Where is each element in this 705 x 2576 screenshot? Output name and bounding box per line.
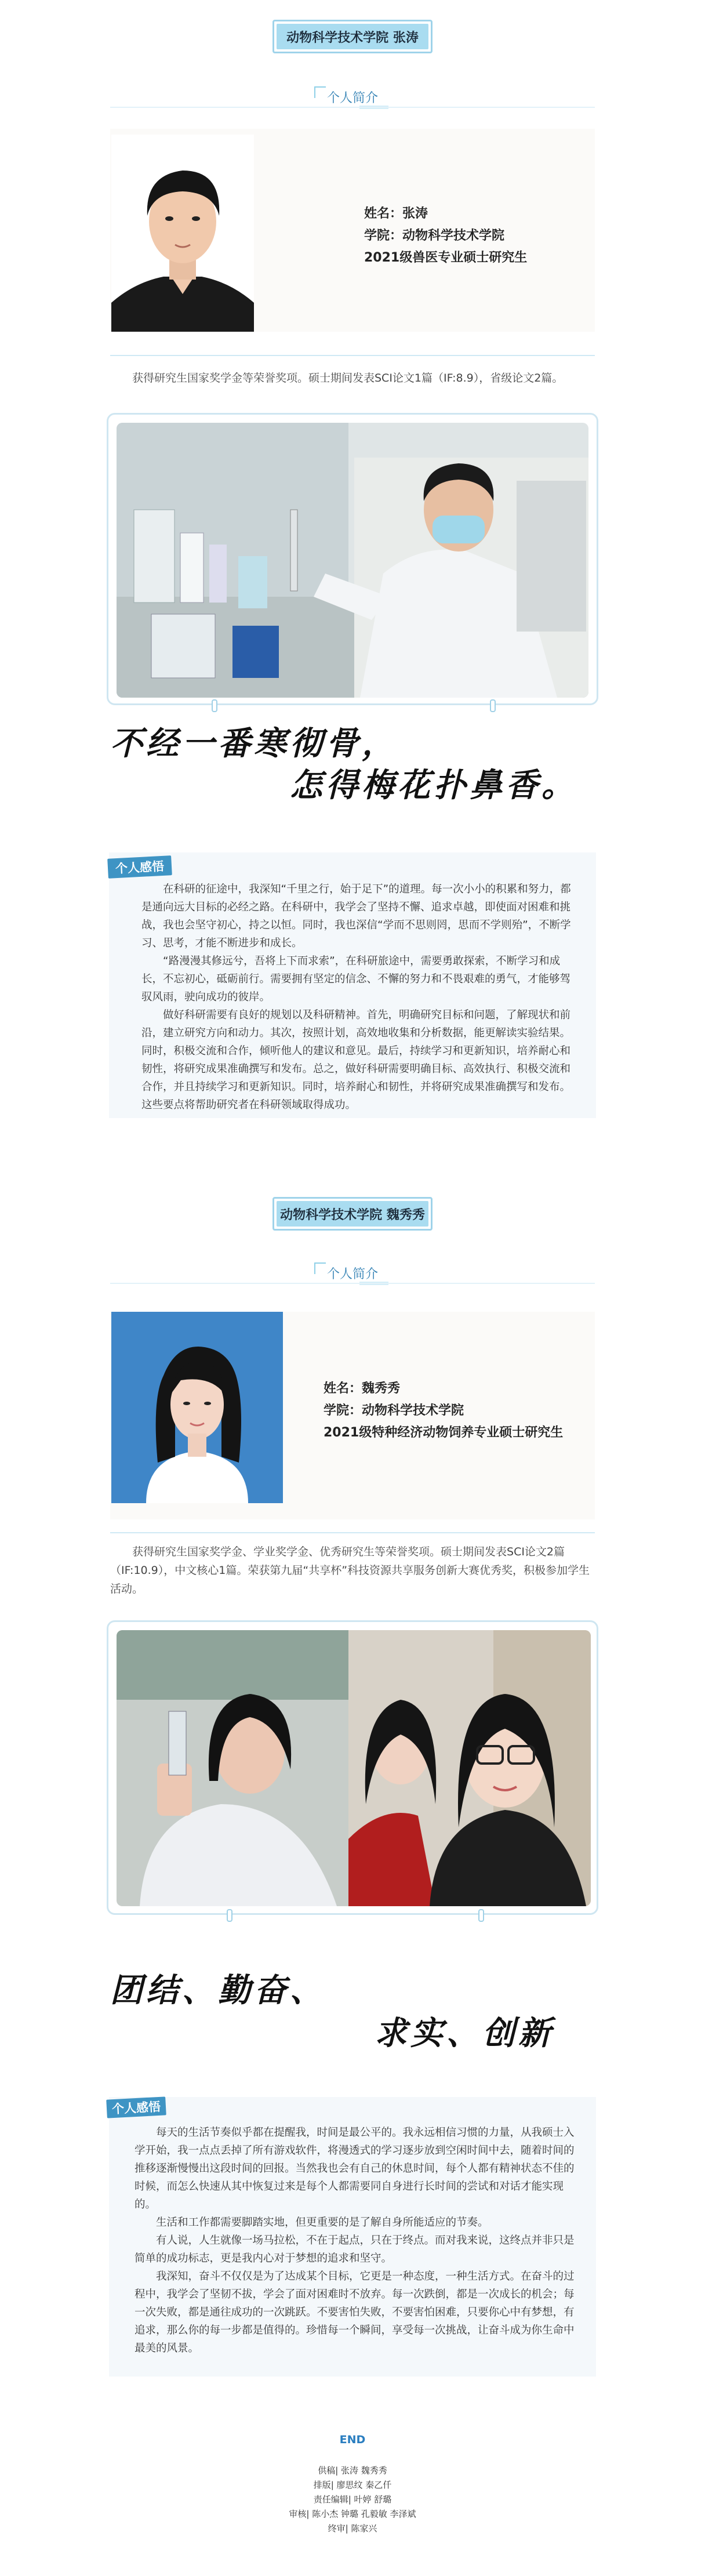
profile-1-slogan-line-2: 怎得梅花扑鼻香。 [290, 766, 577, 804]
profile-2-name: 姓名：魏秀秀 [324, 1381, 401, 1396]
profile-2-photo [111, 1312, 283, 1503]
profile-1-reflection-text [141, 880, 580, 1114]
intro-label-2 [0, 1264, 705, 1282]
frame-knob [227, 1909, 232, 1922]
intro-label-1 [0, 88, 705, 106]
reflection-paragraph: 在科研的征途中，我深知“千里之行，始于足下”的道理。每一次小小的积累和努力，都是通向远大目标的必经之路。在科研中，我学会了坚持不懈、追求卓越，即使面对困难和挑战，我也会坚守初心，持之以恒。同时，我也深信“学而不思则罔，思而不学则殆”，不断学习、思考，才能不断进步和成长。 [141, 883, 571, 949]
credit-line: 终审| 陈家兴 [328, 2523, 377, 2534]
reflection-paragraph: 有人说，人生就像一场马拉松，不在于起点，只在于终点。而对我来说，这终点并非只是简单的成功标志，更是我内心对于梦想的追求和坚守。 [135, 2234, 575, 2265]
reflection-paragraph: “路漫漫其修远兮，吾将上下而求索”，在科研旅途中，需要勇敢探索，不断学习和成长，不忘初心，砥砺前行。需要拥有坚定的信念、不懈的努力和不畏艰难的勇气，才能够驾驭风雨，驶向成功的彼岸。 [141, 955, 571, 1003]
profile-1-divider [110, 355, 595, 356]
frame-knob [490, 699, 496, 712]
reflection-paragraph: 我深知，奋斗不仅仅是为了达成某个目标，它更是一种态度，一种生活方式。在奋斗的过程中，我学会了坚韧不拔，学会了面对困难时不放弃。每一次跌倒，都是一次成长的机会；每一次失败，都是通往成功的一次跳跃。不要害怕失败，不要害怕困难，只要你心中有梦想，有追求，那么你的每一步都是值得的。珍惜每一个瞬间，享受每一次挑战，让奋斗成为你生命中最美的风景。 [135, 2270, 575, 2354]
profile-2-college: 学院：动物科学技术学院 [324, 1403, 464, 1418]
end-label: END [339, 2433, 366, 2446]
profile-2-reflection-text [135, 2124, 582, 2357]
profile-1-header [272, 20, 433, 53]
profile-2-selfie-photo [348, 1630, 591, 1906]
profile-2-info [324, 1378, 590, 1444]
profile-1-college: 学院：动物科学技术学院 [364, 228, 505, 243]
profile-1-card [110, 129, 595, 332]
profile-2-divider [110, 1532, 595, 1533]
frame-knob [212, 699, 217, 712]
credits [0, 2463, 705, 2536]
credit-line: 排版| 廖思纹 秦乙仟 [313, 2480, 392, 2490]
intro-divider-2 [110, 1283, 595, 1284]
profile-1-header-text: 动物科学技术学院 张涛 [277, 24, 428, 49]
profile-1-photo [111, 135, 254, 332]
profile-2-slogan-line-1: 团结、勤奋、 [110, 1971, 326, 2009]
reflection-paragraph: 生活和工作都需要脚踏实地，但更重要的是了解自身所能适应的节奏。 [156, 2216, 489, 2229]
intro-divider-1 [110, 107, 595, 108]
profile-1-major: 2021级兽医专业硕士研究生 [364, 251, 528, 265]
credit-line: 审核| 陈小杰 钟璐 孔毅敏 李泽斌 [289, 2509, 416, 2519]
profile-2-awards: 获得研究生国家奖学金、学业奖学金、优秀研究生等荣誉奖项。硕士期间发表SCI论文2篇（IF:10.9），中文核心1篇。荣获第九届“共享杯”科技资源共享服务创新大赛优秀奖，积极参加学生活动。 [110, 1545, 590, 1595]
profile-1-photo-frame [107, 413, 598, 705]
profile-1-info [364, 203, 590, 269]
credit-line: 责任编辑| 叶婷 舒璐 [313, 2494, 392, 2505]
profile-2-card [110, 1312, 595, 1519]
profile-2-photo-frame [107, 1620, 598, 1915]
profile-2-reflection-box [109, 2097, 596, 2377]
profile-2-header [272, 1197, 433, 1231]
profile-1-reflection-label: 个人感悟 [107, 855, 172, 879]
profile-2-slogan-line-2: 求实、创新 [375, 2014, 554, 2052]
intro-label-1-text: 个人简介 [320, 90, 385, 107]
profile-2-lab-photo [117, 1630, 348, 1906]
profile-2-major: 2021级特种经济动物饲养专业硕士研究生 [324, 1425, 564, 1440]
profile-1-name: 姓名：张涛 [364, 206, 428, 221]
profile-1-awards: 获得研究生国家奖学金等荣誉奖项。硕士期间发表SCI论文1篇（IF:8.9），省级论文2篇。 [132, 372, 564, 384]
reflection-paragraph: 做好科研需要有良好的规划以及科研精神。首先，明确研究目标和问题，了解现状和前沿，建立研究方向和动力。其次，按照计划，高效地收集和分析数据，能更解读实验结果。同时，积极交流和合作，倾听他人的建议和意见。最后，持续学习和更新知识，培养耐心和韧性，将研究成果准确撰写和发布。总之，做好科研需要明确目标、高效执行、积极交流和合作，并且持续学习和更新知识。同时，培养耐心和韧性，并将研究成果准确撰写和发布。这些要点将帮助研究者在科研领域取得成功。 [141, 1009, 571, 1111]
frame-knob [478, 1909, 484, 1922]
reflection-paragraph: 每天的生活节奏似乎都在提醒我，时间是最公平的。我永远相信习惯的力量，从我硕士入学开始，我一点点丢掉了所有游戏软件，将漫透式的学习逐步放到空闲时间中去，随着时间的推移逐渐慢慢出这段时间的回报。当然我也会有自己的休息时间，每个人都有精神状态不佳的时候，而怎么快速从其中恢复过来是每个人都需要同自身进行长时间的尝试和对话才能实现的。 [135, 2127, 575, 2211]
profile-1-reflection-box [109, 852, 596, 1118]
profile-2-header-text: 动物科学技术学院 魏秀秀 [277, 1201, 428, 1227]
profile-2-reflection-label: 个人感悟 [106, 2096, 166, 2118]
intro-label-2-text: 个人简介 [320, 1266, 385, 1283]
credit-line: 供稿| 张涛 魏秀秀 [318, 2465, 387, 2476]
profile-1-lab-photo [117, 423, 588, 698]
profile-1-slogan-line-1: 不经一番寒彻骨， [110, 724, 398, 763]
